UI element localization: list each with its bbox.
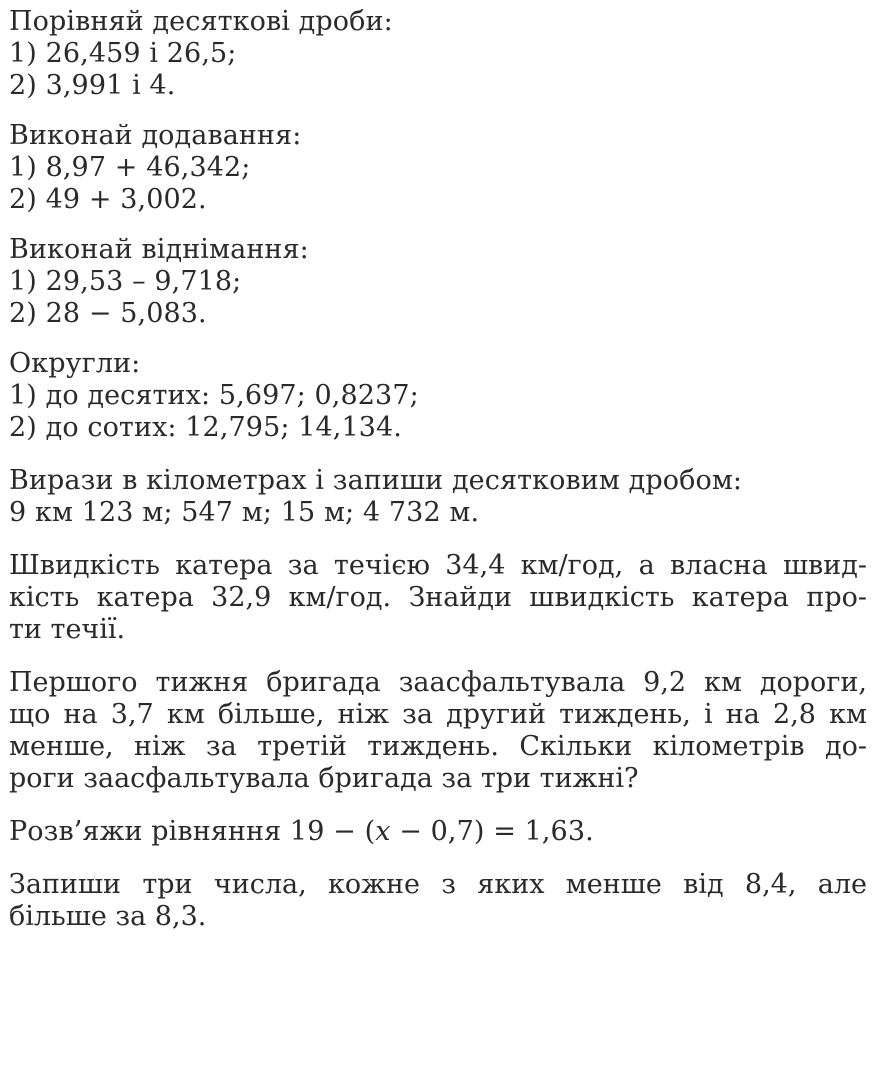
task-title: Виконай віднімання:: [9, 234, 309, 265]
task-item: 2) 49 + 3,002.: [9, 184, 207, 215]
task-item: 2) 3,991 і 4.: [9, 70, 176, 101]
task-item: 2) до сотих: 12,795; 14,134.: [9, 412, 402, 443]
task-item: 1) 29,53 – 9,718;: [9, 266, 242, 297]
task-line: що на 3,7 км більше, ніж за другий тиждень, і на 2,8 км: [9, 699, 867, 730]
task-compare-decimals: [9, 6, 867, 102]
task-title: Виконай додавання:: [9, 120, 302, 151]
task-three-numbers: [9, 869, 867, 933]
equation-prefix: Розв’яжи рівняння 19 − (: [9, 816, 376, 847]
task-rounding: [9, 348, 867, 444]
equation-suffix: − 0,7) = 1,63.: [390, 816, 594, 847]
task-boat-speed: [9, 550, 867, 646]
task-asphalt-road: [9, 667, 867, 795]
task-line: менше, ніж за третій тиждень. Скільки кілометрів до-: [9, 731, 867, 762]
task-line: 9 км 123 м; 547 м; 15 м; 4 732 м.: [9, 497, 480, 528]
task-item: 1) 26,459 і 26,5;: [9, 38, 237, 69]
task-addition: [9, 120, 867, 216]
task-convert-km: [9, 465, 867, 529]
task-line: більше за 8,3.: [9, 901, 207, 932]
task-item: 1) до десятих: 5,697; 0,8237;: [9, 380, 419, 411]
task-equation: [9, 816, 867, 848]
task-subtraction: [9, 234, 867, 330]
equation-variable: x: [375, 816, 391, 847]
task-line: роги заасфальтувала бригада за три тижні?: [9, 763, 639, 794]
task-line: Швидкість катера за течією 34,4 км/год, а власна швид-: [9, 550, 867, 581]
task-title: Округли:: [9, 348, 141, 379]
task-item: 1) 8,97 + 46,342;: [9, 152, 251, 183]
exercise-page: [9, 0, 867, 933]
equation-line: [9, 816, 867, 848]
task-line: кість катера 32,9 км/год. Знайди швидкість катера про-: [9, 582, 867, 613]
task-line: Вирази в кілометрах і запиши десятковим дробом:: [9, 465, 743, 496]
task-item: 2) 28 − 5,083.: [9, 298, 207, 329]
task-line: Запиши три числа, кожне з яких менше від 8,4, але: [9, 869, 867, 900]
task-title: Порівняй десяткові дроби:: [9, 6, 393, 37]
task-line: Першого тижня бригада заасфальтувала 9,2 км дороги,: [9, 667, 867, 698]
task-line: ти течії.: [9, 614, 126, 645]
